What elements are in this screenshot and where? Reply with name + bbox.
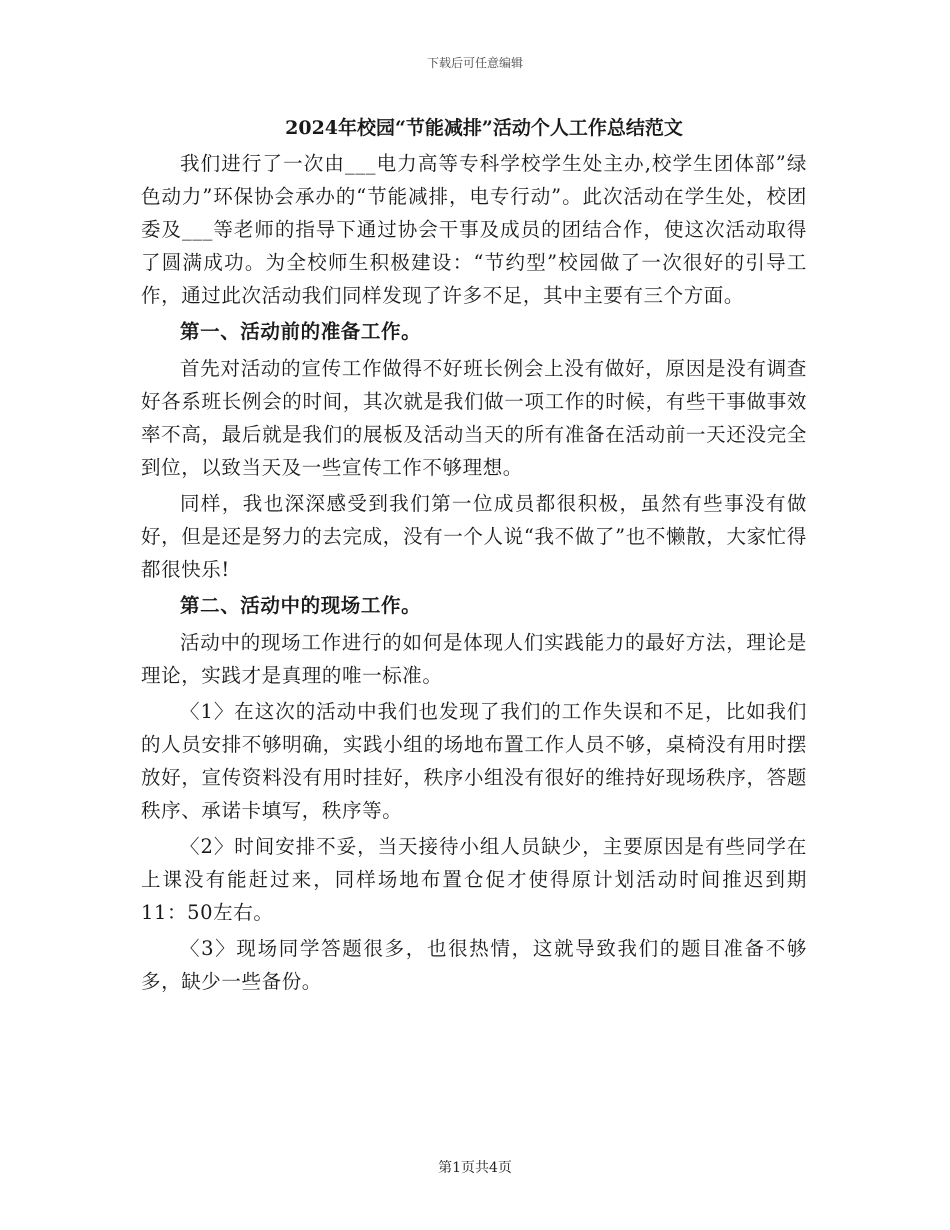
document-title: 2024年校园“节能减排”活动个人工作总结范文 xyxy=(285,117,683,139)
page-number: 第1页共4页 xyxy=(438,1160,512,1176)
section-2-item-1: 〈1〉在这次的活动中我们也发现了我们的工作失误和不足，比如我们的人员安排不够明确，实践小组的场地布置工作人员不够，桌椅没有用时摆放好，宣传资料没有用时挂好，秩序小组没有很好的维持好现场秩序，答题秩序、承诺卡填写，秩序等。 xyxy=(141,700,807,822)
section-heading-2: 第二、活动中的现场工作。 xyxy=(180,594,422,617)
document-body xyxy=(141,112,807,1001)
section-1-paragraph-2: 同样，我也深深感受到我们第一位成员都很积极，虽然有些事没有做好，但是还是努力的去完成，没有一个人说“我不做了”也不懒散，大家忙得都很快乐! xyxy=(141,492,807,581)
section-2-item-3: 〈3〉现场同学答题很多，也很热情，这就导致我们的题目准备不够多，缺少一些备份。 xyxy=(141,937,807,993)
section-1-paragraph-1: 首先对活动的宣传工作做得不好班长例会上没有做好，原因是没有调查好各系班长例会的时间，其次就是我们做一项工作的时候，有些干事做事效率不高，最后就是我们的展板及活动当天的所有准备在活动前一天还没完全到位，以致当天及一些宣传工作不够理想。 xyxy=(141,357,807,479)
intro-paragraph: 我们进行了一次由___电力高等专科学校学生处主办,校学生团体部”绿色动力”环保协会承办的“节能减排，电专行动”。此次活动在学生处，校团委及___等老师的指导下通过协会干事及成员的团结合作，使这次活动取得了圆满成功。为全校师生积极建设：“节约型”校园做了一次很好的引导工作，通过此次活动我们同样发现了许多不足，其中主要有三个方面。 xyxy=(141,152,807,307)
section-2-paragraph-1: 活动中的现场工作进行的如何是体现人们实践能力的最好方法，理论是理论，实践才是真理的唯一标准。 xyxy=(141,631,807,687)
section-2-item-2: 〈2〉时间安排不妥，当天接待小组人员缺少，主要原因是有些同学在上课没有能赶过来，同样场地布置仓促才使得原计划活动时间推迟到期11：50左右。 xyxy=(141,835,807,924)
section-heading-1: 第一、活动前的准备工作。 xyxy=(180,320,422,343)
page-header-note: 下载后可任意编辑 xyxy=(426,56,523,70)
